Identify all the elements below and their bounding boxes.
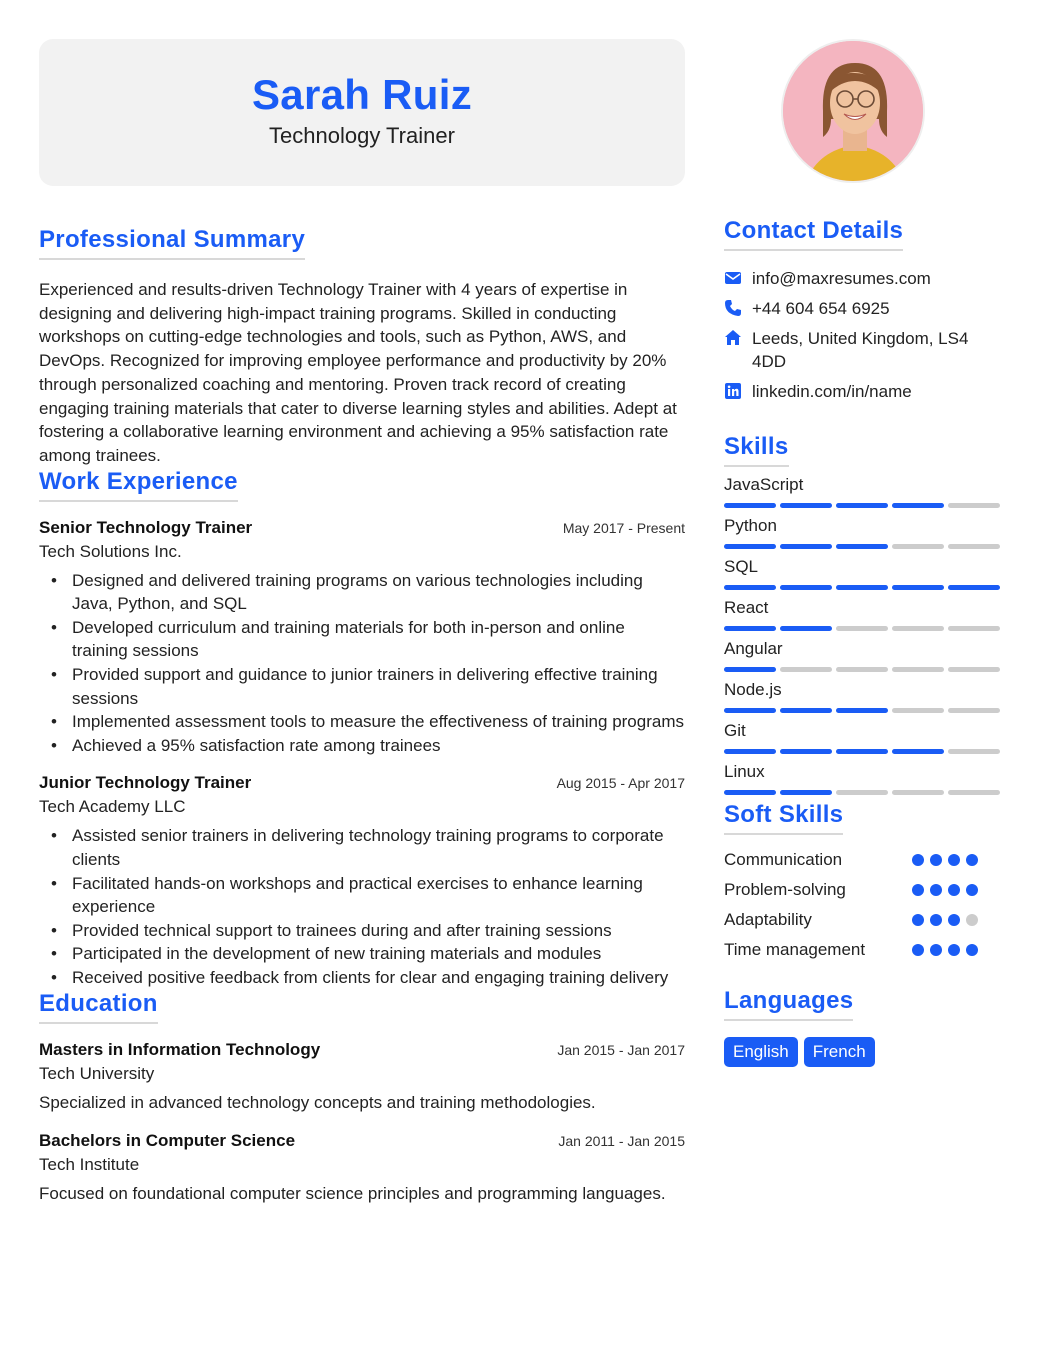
soft-skill-dot	[948, 944, 960, 956]
skill-level-bar	[724, 544, 1004, 549]
soft-skill-rating	[912, 914, 978, 926]
skill-name: JavaScript	[724, 475, 804, 494]
skill-level-segment	[780, 544, 832, 549]
soft-skill-dot	[948, 884, 960, 896]
soft-skill-dot	[966, 914, 978, 926]
skill-level-bar	[724, 503, 1004, 508]
main-column	[39, 39, 685, 1206]
soft-skill-item	[724, 905, 1004, 935]
skill-level-segment	[892, 667, 944, 672]
skill-level-bar	[724, 585, 1004, 590]
skill-name: Python	[724, 516, 777, 535]
school-name: Tech Institute	[39, 1154, 140, 1174]
job-title: Senior Technology Trainer	[39, 517, 253, 537]
soft-skill-item	[724, 935, 1004, 965]
skill-level-segment	[780, 708, 832, 713]
skill-level-segment	[948, 790, 1000, 795]
job-bullet: • Achieved a 95% satisfaction rate among trainees	[39, 734, 685, 758]
skill-level-segment	[892, 544, 944, 549]
skill-level-bar	[724, 667, 1004, 672]
contact-address	[724, 327, 1004, 373]
skill-level-bar	[724, 626, 1004, 631]
job-bullet: • Received positive feedback from clients for clear and engaging training delivery	[39, 966, 685, 990]
job-company: Tech Academy LLC	[39, 797, 186, 817]
job-title: Junior Technology Trainer	[39, 773, 252, 793]
soft-skill-name: Communication	[724, 850, 843, 869]
summary-heading: Professional Summary	[39, 226, 305, 260]
soft-skill-dot	[948, 914, 960, 926]
soft-skill-item	[724, 845, 1004, 875]
skill-level-segment	[724, 708, 776, 713]
skill-level-segment	[948, 626, 1000, 631]
job-bullets	[39, 824, 685, 989]
skill-level-segment	[724, 503, 776, 508]
skill-item	[724, 762, 1004, 795]
skill-level-segment	[892, 708, 944, 713]
summary-text: Experienced and results-driven Technology Trainer with 4 years of expertise in designing and delivering high-impact training programs. Skilled in conducting workshops on cutting-edge technologies and tools, such as Python, AWS, and DevOps. Recognized for improving employee performance and productivity by 20% through personalized coaching and mentoring. Proven track record of creating engaging training materials that cater to diverse learning styles and abilities. Adept at fostering a collaborative learning environment and achieving a 95% satisfaction rate among trainees.	[39, 280, 677, 465]
skill-level-segment	[724, 585, 776, 590]
skill-level-segment	[836, 503, 888, 508]
skill-level-segment	[724, 749, 776, 754]
skill-level-segment	[780, 667, 832, 672]
education-entry	[39, 1131, 685, 1206]
degree-title: Masters in Information Technology	[39, 1039, 321, 1059]
header-card	[39, 39, 685, 186]
job-bullet: • Developed curriculum and training materials for both in-person and online training sessions	[39, 616, 685, 663]
skills-heading: Skills	[724, 433, 789, 467]
skill-item	[724, 475, 1004, 508]
skill-level-segment	[724, 790, 776, 795]
job-entry	[39, 773, 685, 989]
skill-level-bar	[724, 790, 1004, 795]
soft-skill-name: Problem-solving	[724, 880, 846, 899]
skill-level-segment	[948, 585, 1000, 590]
skill-level-segment	[724, 544, 776, 549]
phone-icon	[724, 299, 742, 317]
skill-name: Node.js	[724, 680, 782, 699]
skill-level-segment	[948, 503, 1000, 508]
skill-level-segment	[836, 585, 888, 590]
skills-list	[724, 475, 1004, 795]
contact-heading: Contact Details	[724, 217, 903, 251]
soft-skills-list	[724, 845, 1004, 965]
job-bullet: • Designed and delivered training programs on various technologies including Java, Python, and SQL	[39, 569, 685, 616]
soft-skill-dot	[966, 854, 978, 866]
skill-level-segment	[836, 667, 888, 672]
soft-skill-rating	[912, 944, 978, 956]
soft-skill-dot	[912, 914, 924, 926]
home-icon	[724, 329, 742, 347]
education-entry	[39, 1040, 685, 1115]
skill-level-bar	[724, 708, 1004, 713]
portrait-illustration	[783, 41, 925, 183]
skill-name: Git	[724, 721, 746, 740]
soft-skills-section	[724, 801, 1004, 965]
soft-skill-dot	[912, 944, 924, 956]
skill-level-segment	[892, 790, 944, 795]
language-badge: French	[804, 1037, 875, 1067]
experience-section	[39, 468, 685, 990]
soft-skill-dot	[930, 914, 942, 926]
job-bullet: • Assisted senior trainers in delivering technology training programs to corporate clients	[39, 824, 685, 871]
soft-skill-dot	[966, 944, 978, 956]
contact-linkedin[interactable]	[724, 380, 1004, 403]
candidate-title: Technology Trainer	[269, 123, 455, 148]
job-bullet: • Provided support and guidance to junior trainers in delivering effective training sessions	[39, 663, 685, 710]
skill-name: React	[724, 598, 769, 617]
skill-level-segment	[892, 626, 944, 631]
sidebar-column	[724, 39, 1004, 1067]
school-name: Tech University	[39, 1063, 155, 1083]
soft-skill-dot	[912, 884, 924, 896]
soft-skill-dot	[948, 854, 960, 866]
job-bullets	[39, 569, 685, 758]
skill-level-segment	[892, 585, 944, 590]
skill-level-segment	[836, 544, 888, 549]
soft-skill-dot	[930, 884, 942, 896]
summary-section	[39, 226, 685, 468]
job-entry	[39, 518, 685, 758]
languages-list	[724, 1037, 1004, 1067]
soft-skill-rating	[912, 854, 978, 866]
soft-skill-name: Adaptability	[724, 910, 812, 929]
skill-level-segment	[836, 749, 888, 754]
soft-skill-dot	[912, 854, 924, 866]
skill-item	[724, 680, 1004, 713]
job-bullet: • Implemented assessment tools to measure the effectiveness of training programs	[39, 710, 685, 734]
skill-item	[724, 598, 1004, 631]
skill-level-segment	[724, 626, 776, 631]
contact-section	[724, 217, 1004, 403]
contact-linkedin-text[interactable]: linkedin.com/in/name	[752, 382, 912, 401]
skill-level-segment	[780, 626, 832, 631]
experience-heading: Work Experience	[39, 468, 238, 502]
profile-photo	[781, 39, 925, 183]
skill-level-segment	[780, 585, 832, 590]
soft-skill-dot	[930, 854, 942, 866]
skill-level-segment	[948, 667, 1000, 672]
skill-level-segment	[948, 544, 1000, 549]
skill-level-segment	[724, 667, 776, 672]
envelope-icon	[724, 269, 742, 287]
skill-level-segment	[780, 749, 832, 754]
skill-level-segment	[836, 626, 888, 631]
contact-phone[interactable]	[724, 297, 1004, 320]
job-dates: May 2017 - Present	[562, 519, 685, 536]
contact-address-text: Leeds, United Kingdom, LS4 4DD	[752, 329, 969, 371]
degree-title: Bachelors in Computer Science	[39, 1130, 296, 1150]
job-bullet: • Participated in the development of new training materials and modules	[39, 942, 685, 966]
contact-email-text[interactable]: info@maxresumes.com	[752, 269, 931, 288]
skill-level-segment	[836, 708, 888, 713]
job-bullet: • Provided technical support to trainees during and after training sessions	[39, 919, 685, 943]
degree-dates: Jan 2011 - Jan 2015	[558, 1132, 685, 1149]
job-bullet: • Facilitated hands-on workshops and practical exercises to enhance learning experience	[39, 872, 685, 919]
skill-item	[724, 639, 1004, 672]
skill-name: Linux	[724, 762, 765, 781]
linkedin-icon	[724, 382, 742, 400]
skill-level-segment	[948, 749, 1000, 754]
skill-level-segment	[892, 749, 944, 754]
contact-email[interactable]	[724, 267, 1004, 290]
degree-dates: Jan 2015 - Jan 2017	[557, 1041, 685, 1058]
contact-phone-text[interactable]: +44 604 654 6925	[752, 299, 890, 318]
soft-skill-rating	[912, 884, 978, 896]
skill-level-segment	[892, 503, 944, 508]
skill-item	[724, 516, 1004, 549]
job-company: Tech Solutions Inc.	[39, 541, 182, 561]
languages-heading: Languages	[724, 987, 853, 1021]
skills-section	[724, 433, 1004, 795]
languages-section	[724, 987, 1004, 1067]
skill-level-segment	[780, 503, 832, 508]
skill-level-bar	[724, 749, 1004, 754]
education-section	[39, 990, 685, 1206]
skill-level-segment	[948, 708, 1000, 713]
skill-level-segment	[836, 790, 888, 795]
skill-item	[724, 557, 1004, 590]
degree-description: Specialized in advanced technology concepts and training methodologies.	[39, 1092, 596, 1112]
soft-skill-item	[724, 875, 1004, 905]
candidate-name: Sarah Ruiz	[251, 71, 473, 118]
skill-level-segment	[780, 790, 832, 795]
language-badge: English	[724, 1037, 798, 1067]
skill-name: SQL	[724, 557, 759, 576]
skill-item	[724, 721, 1004, 754]
soft-skills-heading: Soft Skills	[724, 801, 843, 835]
soft-skill-dot	[930, 944, 942, 956]
job-dates: Aug 2015 - Apr 2017	[556, 775, 685, 792]
soft-skill-name: Time management	[724, 940, 866, 959]
soft-skill-dot	[966, 884, 978, 896]
degree-description: Focused on foundational computer science principles and programming languages.	[39, 1183, 666, 1203]
skill-name: Angular	[724, 639, 783, 658]
education-heading: Education	[39, 990, 158, 1024]
